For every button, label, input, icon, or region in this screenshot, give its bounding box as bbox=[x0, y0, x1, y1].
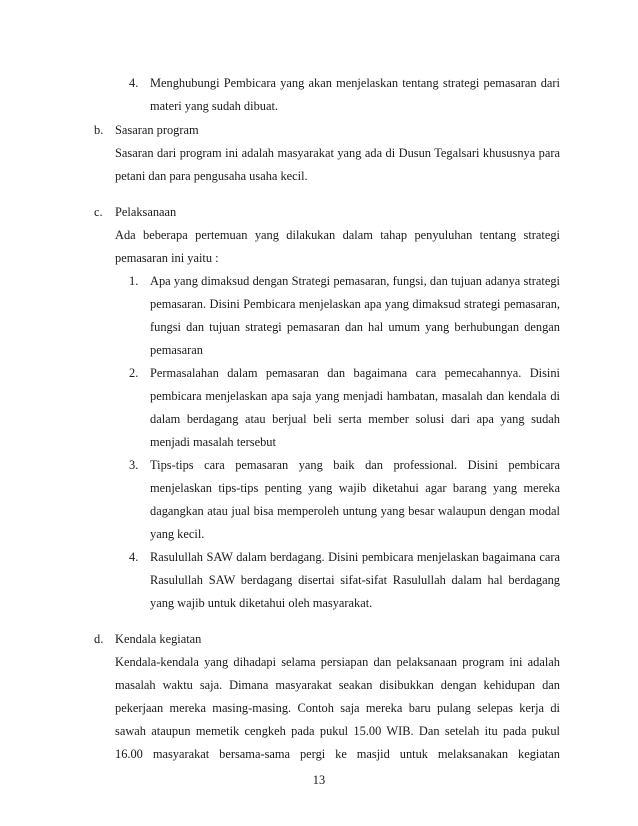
list-item-line: Menghubungi Pembicara yang akan menjelaskan tentang strategi pemasaran dari bbox=[150, 76, 560, 90]
list-number: 4. bbox=[129, 550, 139, 564]
list-item-line: pemasaran. Disini Pembicara menjelaskan apa yang dimaksud strategi pemasaran, bbox=[150, 297, 560, 311]
list-item-line: Apa yang dimaksud dengan Strategi pemasaran, fungsi, dan tujuan adanya strategi bbox=[150, 274, 560, 288]
list-item-line: menjadi masalah tersebut bbox=[150, 435, 276, 449]
list-item-line: Rasulullah SAW berdagang disertai sifat-sifat Rasulullah dalam hal berdagang bbox=[150, 573, 560, 587]
list-item-line: pemasaran bbox=[150, 343, 203, 357]
paragraph-line: Ada beberapa pertemuan yang dilakukan dalam tahap penyuluhan tentang strategi bbox=[115, 228, 560, 242]
paragraph-line: pekerjaan mereka masing-masing. Contoh saja mereka baru pulang selepas kerja di bbox=[115, 701, 560, 715]
list-number: 2. bbox=[129, 366, 139, 380]
paragraph-line: pemasaran ini yaitu : bbox=[115, 251, 219, 265]
section-letter: c. bbox=[94, 205, 103, 219]
section-letter: b. bbox=[94, 123, 104, 137]
page-number: 13 bbox=[312, 773, 326, 787]
list-item-line: Permasalahan dalam pemasaran dan bagaimana cara pemecahannya. Disini bbox=[150, 366, 560, 380]
list-item-line: dalam berdagang atau berjual beli serta member solusi dari apa yang sudah bbox=[150, 412, 560, 426]
list-number: 4. bbox=[129, 76, 139, 90]
paragraph-line: 16.00 masyarakat bersama-sama pergi ke masjid untuk melaksanakan kegiatan bbox=[115, 747, 560, 761]
section-heading: Kendala kegiatan bbox=[115, 632, 202, 646]
list-item-line: dagangkan atau jual bisa memperoleh untung yang besar walaupun dengan modal bbox=[150, 504, 560, 518]
list-item-line: Rasulullah SAW dalam berdagang. Disini pembicara menjelaskan bagaimana cara bbox=[150, 550, 560, 564]
section-heading: Pelaksanaan bbox=[115, 205, 177, 219]
paragraph-line: Sasaran dari program ini adalah masyarakat yang ada di Dusun Tegalsari khususnya para bbox=[115, 146, 560, 160]
list-item-line: menjelaskan tips-tips penting yang wajib diketahui agar barang yang mereka bbox=[150, 481, 560, 495]
list-item-line: Tips-tips cara pemasaran yang baik dan professional. Disini pembicara bbox=[150, 458, 560, 472]
paragraph-line: Kendala-kendala yang dihadapi selama persiapan dan pelaksanaan program ini adalah bbox=[115, 655, 560, 669]
section-heading: Sasaran program bbox=[115, 123, 199, 137]
list-item-line: fungsi dan tujuan strategi pemasaran dan hal umum yang berhubungan dengan bbox=[150, 320, 560, 334]
paragraph-line: petani dan para pengusaha usaha kecil. bbox=[115, 169, 308, 183]
paragraph-line: sawah ataupun memetik cengkeh pada pukul 15.00 WIB. Dan setelah itu pada pukul bbox=[115, 724, 560, 738]
list-item-line: yang kecil. bbox=[150, 527, 205, 541]
list-item-line: materi yang sudah dibuat. bbox=[150, 99, 279, 113]
list-number: 1. bbox=[129, 274, 139, 288]
paragraph-line: masalah waktu saja. Dimana masyarakat seakan disibukkan dengan kehidupan dan bbox=[115, 678, 560, 692]
section-letter: d. bbox=[94, 632, 104, 646]
list-item-line: yang wajib untuk diketahui oleh masyarakat. bbox=[150, 596, 373, 610]
list-number: 3. bbox=[129, 458, 139, 472]
list-item-line: pembicara menjelaskan apa saja yang menjadi hambatan, masalah dan kendala di bbox=[150, 389, 560, 403]
